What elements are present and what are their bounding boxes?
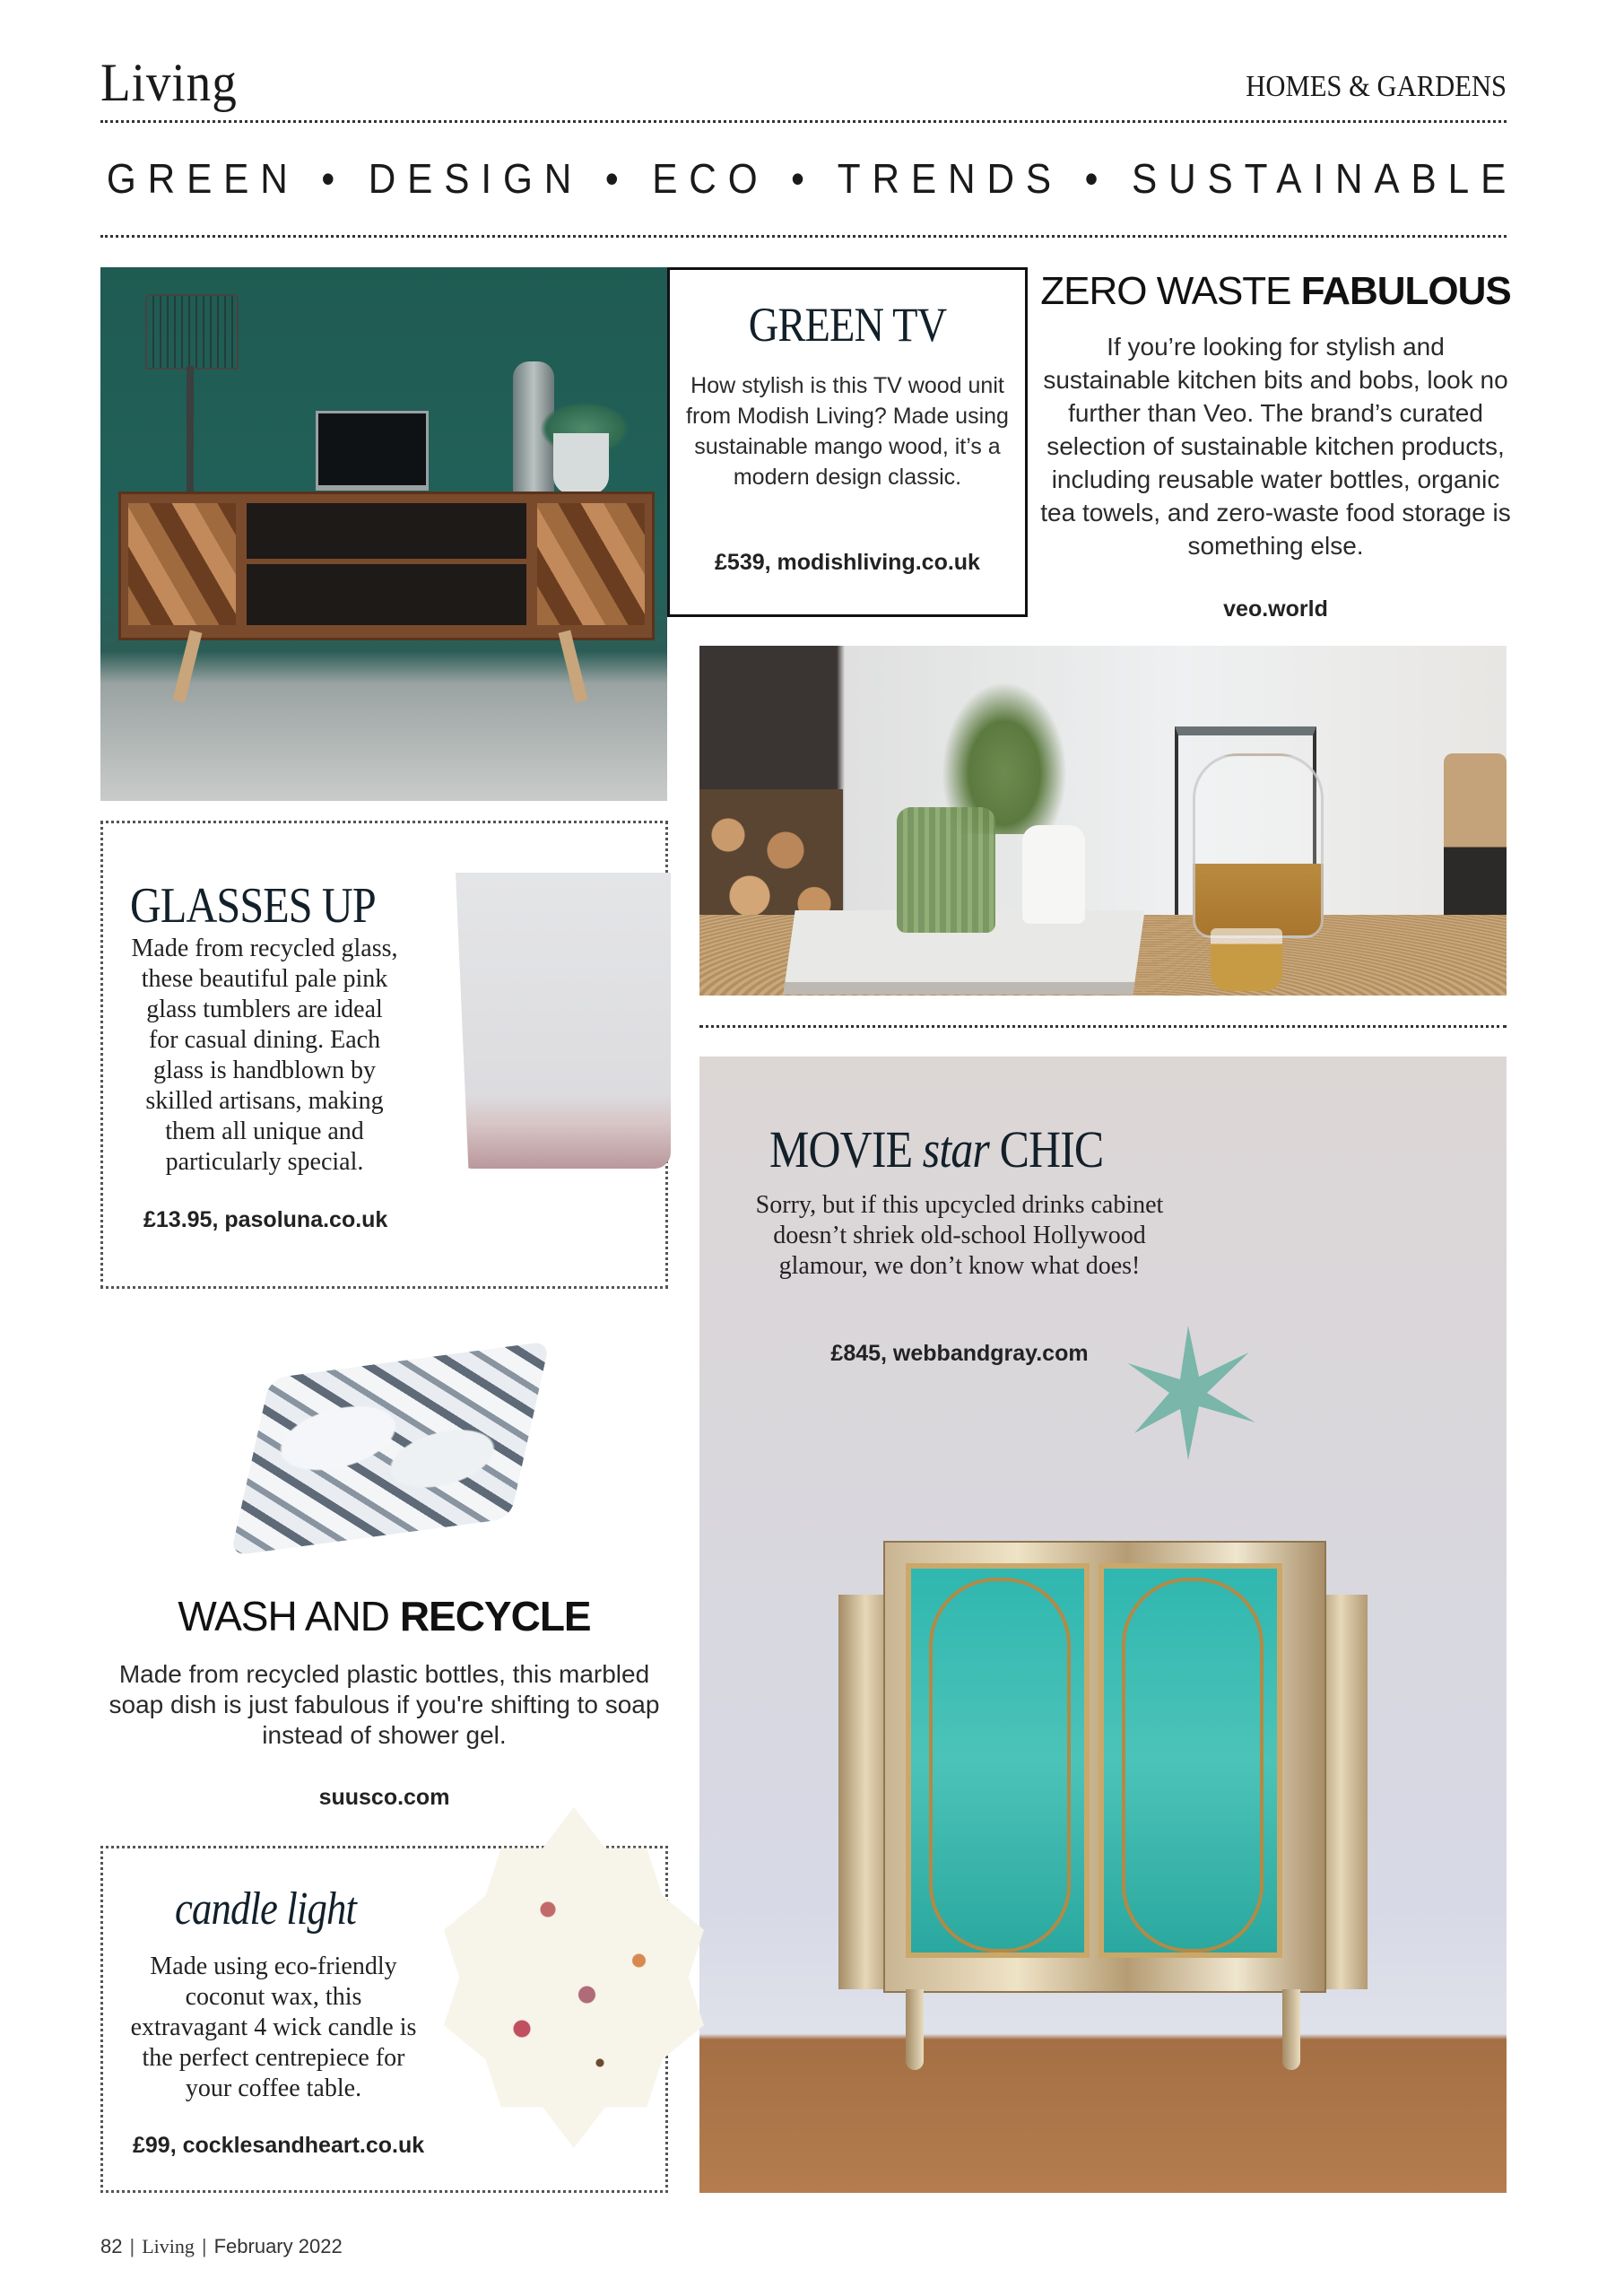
section-title: Living (100, 53, 238, 112)
candle-light-title: candle light (175, 1883, 357, 1935)
cabinet-leg (173, 630, 203, 702)
zero-waste-body: If you’re looking for stylish and sustainable kitchen bits and bobs, look no further than Veo. The brand’s curated selection of sustainable kitchen products, including reusable water bottles, organic tea towels, and zero-waste food storage is something else. (1040, 333, 1511, 560)
basket (1444, 753, 1507, 924)
zero-waste-title (1040, 269, 1511, 314)
title-part: CHIC (988, 1120, 1104, 1178)
glasses-up-title: GLASSES UP (130, 878, 376, 934)
brass-loop (1122, 1578, 1264, 1952)
cabinet-glass-left (906, 1563, 1090, 1958)
lamp-shade (145, 294, 239, 370)
page-footer (100, 2235, 343, 2258)
plant-pot (553, 433, 609, 494)
tea-cup (1211, 928, 1282, 991)
movie-star-chic-title (769, 1119, 1103, 1179)
footer-issue: February 2022 (213, 2235, 343, 2257)
header-divider-bottom (100, 235, 1507, 238)
footer-separator: | (129, 2235, 135, 2257)
candle-light-price-link[interactable]: £99, cocklesandheart.co.uk (133, 2133, 425, 2158)
green-tv-price-link[interactable]: £539, modishliving.co.uk (715, 550, 980, 575)
footer-section: Living (142, 2235, 195, 2257)
movie-star-chic-body: Sorry, but if this upcycled drinks cabinet doesn’t shriek old-school Hollywood glamour, we don’t know what does! (755, 1191, 1164, 1280)
footer-separator: | (201, 2235, 207, 2257)
cabinet-leg (1282, 1989, 1300, 2070)
wash-recycle-link[interactable]: suusco.com (318, 1785, 450, 1810)
cabinet-leg (559, 630, 588, 702)
title-light: ZERO WASTE (1040, 269, 1301, 313)
cabinet-shelf (247, 503, 526, 625)
green-tv-body: How stylish is this TV wood unit from Modish Living? Made using sustainable mango wood, it’s a modern design classic. (686, 373, 1009, 490)
laptop (316, 411, 429, 491)
header-divider-top (100, 120, 1507, 123)
soap-dish (230, 1341, 551, 1556)
title-part: MOVIE (769, 1120, 923, 1178)
title-italic: star (922, 1120, 989, 1178)
ribbed-vase (897, 807, 995, 933)
tv-cabinet (118, 491, 655, 640)
zero-waste-link[interactable]: veo.world (1223, 596, 1328, 622)
glasses-up-box (100, 821, 668, 1289)
green-tv-title: GREEN TV (748, 298, 947, 352)
cabinet-door-right (537, 503, 645, 625)
green-tv-box (667, 267, 1028, 617)
candle-photo (444, 1807, 704, 2148)
soap-dish-photo (220, 1323, 560, 1556)
page-number: 82 (100, 2235, 123, 2257)
cabinet-glass-right (1099, 1563, 1282, 1958)
drinks-cabinet (838, 1523, 1368, 2061)
glass-teapot (1193, 753, 1324, 938)
tea-set-photo (699, 646, 1507, 996)
white-jug (1022, 825, 1085, 924)
wash-recycle-body: Made from recycled plastic bottles, this marbled soap dish is just fabulous if you're shifting to soap instead of shower gel. (109, 1660, 660, 1749)
tagline: GREEN • DESIGN • ECO • TRENDS • SUSTAINABLE (106, 155, 1518, 202)
glasses-up-price-link[interactable]: £13.95, pasoluna.co.uk (143, 1207, 388, 1232)
candle-light-body: Made using eco-friendly coconut wax, this extravagant 4 wick candle is the perfect centrepiece for your coffee table. (130, 1952, 417, 2102)
lamp-stem (187, 366, 194, 491)
cabinet-leg (906, 1989, 924, 2070)
title-bold: RECYCLE (399, 1593, 591, 1639)
publication-name: HOMES & GARDENS (1246, 70, 1507, 103)
wash-recycle-title (100, 1592, 668, 1640)
glasses-up-body: Made from recycled glass, these beautiful pale pink glass tumblers are ideal for casual dining. Each glass is handblown by skilled artisans, making them all unique and particularly special. (131, 935, 398, 1176)
cabinet-door-left (128, 503, 236, 625)
title-light: WASH AND (178, 1593, 400, 1639)
movie-star-chic-price-link[interactable]: £845, webbandgray.com (830, 1341, 1089, 1366)
column-divider (699, 1025, 1507, 1028)
tumbler-photo (456, 873, 671, 1169)
title-bold: FABULOUS (1300, 269, 1511, 313)
candle (444, 1807, 704, 2148)
tv-unit-photo (100, 267, 667, 801)
brass-loop (929, 1578, 1071, 1952)
